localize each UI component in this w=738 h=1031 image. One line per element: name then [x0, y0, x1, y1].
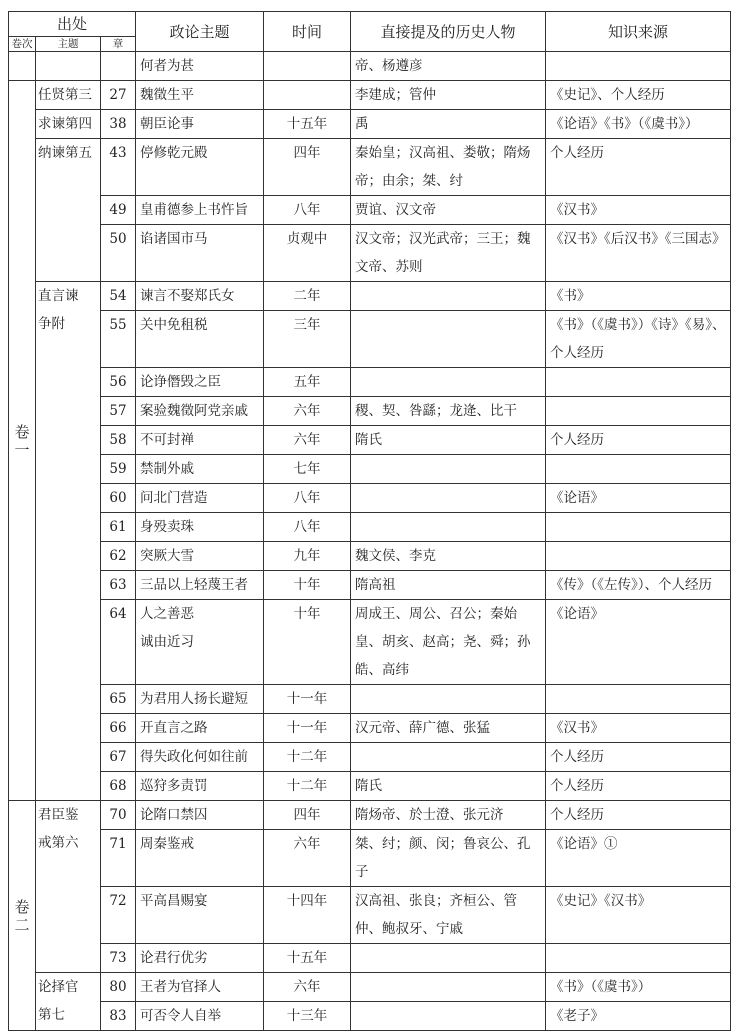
chapter-cell: 70 [101, 801, 136, 830]
time-cell: 八年 [264, 484, 351, 513]
volume-label [9, 423, 35, 459]
topic-cell: 谏言不娶郑氏女 [136, 282, 264, 311]
table-row [9, 225, 731, 282]
time-cell: 十二年 [264, 772, 351, 801]
source-cell [546, 542, 731, 571]
topic-cell: 开直言之路 [136, 714, 264, 743]
table-row [9, 944, 731, 973]
table-row [9, 743, 731, 772]
table-row [9, 600, 731, 685]
theme-label: 争附 [38, 316, 65, 332]
source-cell [546, 944, 731, 973]
table-row [9, 196, 731, 225]
people-cell: 禹 [351, 110, 546, 139]
chapter-cell: 54 [101, 282, 136, 311]
chapter-cell: 57 [101, 397, 136, 426]
table-row [9, 801, 731, 830]
people-cell [351, 1002, 546, 1031]
time-cell: 六年 [264, 830, 351, 887]
source-cell: 个人经历 [546, 426, 731, 455]
topic-cell: 停修乾元殿 [136, 139, 264, 196]
people-cell [351, 944, 546, 973]
header-time: 时间 [264, 12, 351, 52]
theme-label: 纳谏第五 [38, 145, 92, 161]
topic-cell: 案验魏徵阿党亲戚 [136, 397, 264, 426]
header-volume: 卷次 [9, 37, 36, 52]
people-cell: 隋高祖 [351, 571, 546, 600]
volume-label [9, 898, 35, 934]
theme-label: 论择官 [38, 979, 79, 995]
people-cell: 稷、契、咎繇；龙逄、比干 [351, 397, 546, 426]
chapter-cell: 38 [101, 110, 136, 139]
chapter-cell: 83 [101, 1002, 136, 1031]
chapter-cell: 71 [101, 830, 136, 887]
chapter-cell: 58 [101, 426, 136, 455]
time-cell: 贞观中 [264, 225, 351, 282]
table-row [9, 571, 731, 600]
time-cell: 八年 [264, 513, 351, 542]
table-row [9, 52, 731, 81]
chapter-cell: 61 [101, 513, 136, 542]
time-cell: 七年 [264, 455, 351, 484]
chapter-cell: 50 [101, 225, 136, 282]
topic-cell: 何者为甚 [136, 52, 264, 81]
people-cell: 周成王、周公、召公；秦始皇、胡亥、赵高；尧、舜；孙皓、高纬 [351, 600, 546, 685]
chapter-cell: 43 [101, 139, 136, 196]
theme-cell [36, 110, 101, 139]
time-cell: 八年 [264, 196, 351, 225]
people-cell: 魏文侯、李克 [351, 542, 546, 571]
table-row [9, 110, 731, 139]
chapter-cell [101, 52, 136, 81]
topic-cell: 魏徵生平 [136, 81, 264, 110]
chapter-cell: 80 [101, 973, 136, 1002]
header-source: 出处 [9, 12, 136, 37]
source-cell [546, 455, 731, 484]
chapter-cell: 64 [101, 600, 136, 685]
header-theme: 主题 [36, 37, 101, 52]
people-cell [351, 973, 546, 1002]
header-topic: 政论主题 [136, 12, 264, 52]
chapter-cell: 59 [101, 455, 136, 484]
table-row [9, 513, 731, 542]
chapter-cell: 27 [101, 81, 136, 110]
time-cell: 十五年 [264, 944, 351, 973]
topic-cell: 平高昌赐宴 [136, 887, 264, 944]
topic-cell [136, 600, 264, 685]
source-cell [546, 368, 731, 397]
topic-cell: 身殁卖珠 [136, 513, 264, 542]
table-row [9, 484, 731, 513]
chapter-cell: 67 [101, 743, 136, 772]
time-cell: 六年 [264, 397, 351, 426]
theme-label: 求谏第四 [38, 116, 92, 132]
source-cell: 《论语》 [546, 600, 731, 685]
time-cell: 六年 [264, 973, 351, 1002]
source-cell: 《论语》《书》（《虞书》） [546, 110, 731, 139]
source-cell: 《汉书》《后汉书》《三国志》 [546, 225, 731, 282]
topic-cell: 得失政化何如往前 [136, 743, 264, 772]
time-cell: 十五年 [264, 110, 351, 139]
time-cell: 三年 [264, 311, 351, 368]
volume-cell-2 [9, 801, 36, 1031]
source-cell [546, 685, 731, 714]
source-cell: 《史记》《汉书》 [546, 887, 731, 944]
people-cell [351, 743, 546, 772]
people-cell [351, 311, 546, 368]
time-cell: 十一年 [264, 714, 351, 743]
people-cell [351, 368, 546, 397]
table-row [9, 973, 731, 1002]
theme-cell [36, 139, 101, 282]
volume-char: 卷 [14, 422, 30, 441]
people-cell [351, 282, 546, 311]
people-cell [351, 455, 546, 484]
chapter-cell: 60 [101, 484, 136, 513]
people-cell [351, 513, 546, 542]
source-cell: 《汉书》 [546, 714, 731, 743]
chapter-cell: 56 [101, 368, 136, 397]
volume-char: 一 [14, 440, 30, 459]
source-cell: 《书》（《虞书》）《诗》《易》、个人经历 [546, 311, 731, 368]
chapter-cell: 72 [101, 887, 136, 944]
time-cell: 十年 [264, 571, 351, 600]
header-people: 直接提及的历史人物 [351, 12, 546, 52]
chapter-cell: 66 [101, 714, 136, 743]
time-cell: 十四年 [264, 887, 351, 944]
topic-cell: 三品以上轻蔑王者 [136, 571, 264, 600]
source-cell: 个人经历 [546, 772, 731, 801]
table-row [9, 772, 731, 801]
volume-cell-1 [9, 81, 36, 801]
table-row [9, 368, 731, 397]
topic-cell: 禁制外戚 [136, 455, 264, 484]
topic-line: 诚由近习 [140, 634, 195, 650]
source-cell: 《史记》、个人经历 [546, 81, 731, 110]
chapter-cell: 73 [101, 944, 136, 973]
people-cell: 隋氏 [351, 426, 546, 455]
chapter-cell: 63 [101, 571, 136, 600]
people-cell: 汉高祖、张良；齐桓公、管仲、鲍叔牙、宁戚 [351, 887, 546, 944]
source-cell: 个人经历 [546, 139, 731, 196]
header-knowledge: 知识来源 [546, 12, 731, 52]
topic-cell: 谄诸国市马 [136, 225, 264, 282]
topic-line: 人之善恶 [140, 606, 195, 622]
time-cell: 十三年 [264, 1002, 351, 1031]
time-cell [264, 81, 351, 110]
history-table [8, 11, 731, 1031]
theme-cell [36, 282, 101, 801]
time-cell: 五年 [264, 368, 351, 397]
people-cell: 隋炀帝、於士澄、张元济 [351, 801, 546, 830]
chapter-cell: 62 [101, 542, 136, 571]
theme-label: 第七 [38, 1007, 65, 1023]
source-cell: 个人经历 [546, 801, 731, 830]
theme-cell [36, 973, 101, 1031]
table-row [9, 542, 731, 571]
header-chapter: 章 [101, 37, 136, 52]
topic-cell: 可否令人自举 [136, 1002, 264, 1031]
topic-cell: 周秦鉴戒 [136, 830, 264, 887]
source-cell: 《论语》① [546, 830, 731, 887]
topic-cell: 论君行优劣 [136, 944, 264, 973]
table-row [9, 1002, 731, 1031]
people-cell: 汉元帝、薛广德、张猛 [351, 714, 546, 743]
chapter-cell: 55 [101, 311, 136, 368]
topic-cell: 关中免租税 [136, 311, 264, 368]
table-row [9, 455, 731, 484]
topic-cell: 不可封禅 [136, 426, 264, 455]
topic-cell: 巡狩多责罚 [136, 772, 264, 801]
time-cell: 十二年 [264, 743, 351, 772]
people-cell [351, 685, 546, 714]
time-cell: 六年 [264, 426, 351, 455]
source-cell [546, 513, 731, 542]
topic-cell: 朝臣论事 [136, 110, 264, 139]
source-cell: 《传》（《左传》）、个人经历 [546, 571, 731, 600]
topic-cell: 王者为官择人 [136, 973, 264, 1002]
people-cell: 贾谊、汉文帝 [351, 196, 546, 225]
table-row [9, 282, 731, 311]
people-cell [351, 484, 546, 513]
topic-cell: 为君用人扬长避短 [136, 685, 264, 714]
volume-char: 卷 [14, 897, 30, 916]
table-row [9, 81, 731, 110]
topic-cell: 皇甫德参上书忤旨 [136, 196, 264, 225]
time-cell: 四年 [264, 801, 351, 830]
time-cell: 九年 [264, 542, 351, 571]
chapter-cell: 68 [101, 772, 136, 801]
chapter-cell: 65 [101, 685, 136, 714]
theme-label: 任贤第三 [38, 87, 92, 103]
table-row [9, 887, 731, 944]
time-cell [264, 52, 351, 81]
table-row [9, 311, 731, 368]
topic-cell: 论隋口禁囚 [136, 801, 264, 830]
volume-char: 二 [14, 915, 30, 934]
theme-label: 直言谏 [38, 288, 79, 304]
topic-cell: 论诤僭毁之臣 [136, 368, 264, 397]
people-cell: 汉文帝；汉光武帝；三王；魏文帝、苏则 [351, 225, 546, 282]
table-row [9, 685, 731, 714]
theme-cell [36, 801, 101, 973]
table-row [9, 714, 731, 743]
source-cell: 《汉书》 [546, 196, 731, 225]
chapter-cell: 49 [101, 196, 136, 225]
table-row [9, 139, 731, 196]
people-cell: 李建成；管仲 [351, 81, 546, 110]
source-cell: 《书》 [546, 282, 731, 311]
source-cell: 《书》（《虞书》） [546, 973, 731, 1002]
time-cell: 二年 [264, 282, 351, 311]
theme-label: 君臣鉴 [38, 807, 79, 823]
table-row [9, 397, 731, 426]
source-cell [546, 52, 731, 81]
theme-cell [36, 81, 101, 110]
source-cell: 个人经历 [546, 743, 731, 772]
source-cell [546, 397, 731, 426]
time-cell: 十一年 [264, 685, 351, 714]
time-cell: 十年 [264, 600, 351, 685]
people-cell: 帝、杨遵彦 [351, 52, 546, 81]
people-cell: 桀、纣；颜、闵；鲁哀公、孔子 [351, 830, 546, 887]
theme-label: 戒第六 [38, 835, 79, 851]
source-cell: 《老子》 [546, 1002, 731, 1031]
people-cell: 秦始皇；汉高祖、娄敬；隋炀帝；由余；桀、纣 [351, 139, 546, 196]
table-row [9, 426, 731, 455]
topic-cell: 问北门营造 [136, 484, 264, 513]
topic-cell: 突厥大雪 [136, 542, 264, 571]
time-cell: 四年 [264, 139, 351, 196]
source-cell: 《论语》 [546, 484, 731, 513]
table-row [9, 830, 731, 887]
people-cell: 隋氏 [351, 772, 546, 801]
